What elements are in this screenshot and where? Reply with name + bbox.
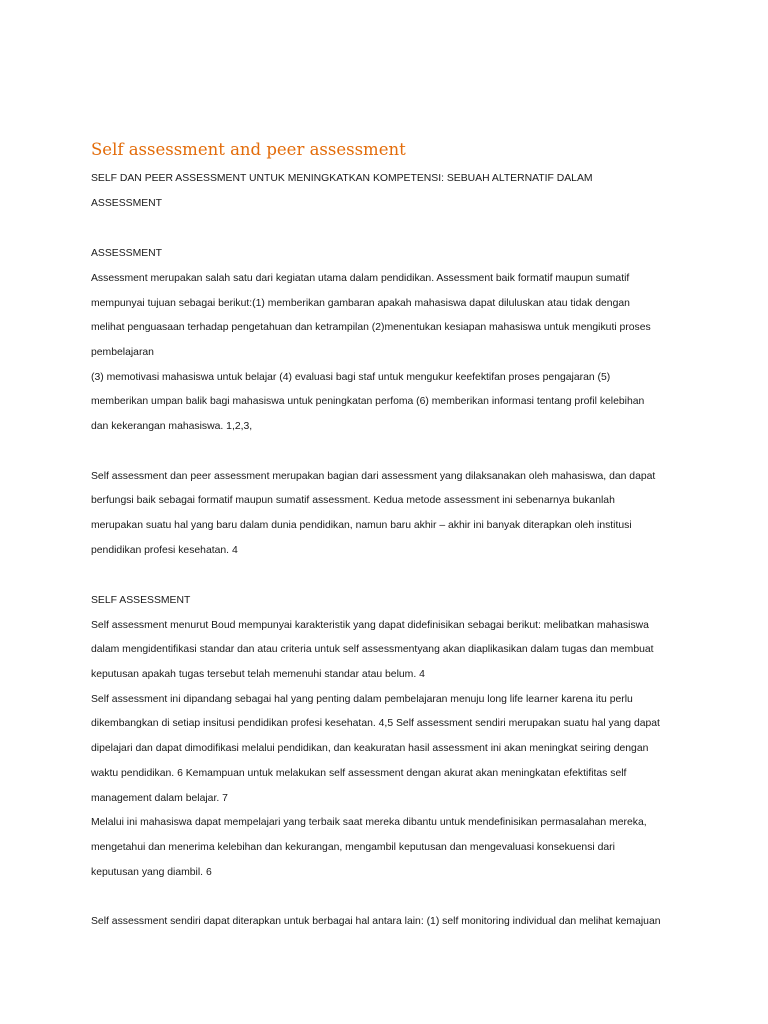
text-line: waktu pendidikan. 6 Kemampuan untuk melakukan self assessment dengan akurat akan meningkatan efektifitas self [91, 768, 627, 779]
text-line: berfungsi baik sebagai formatif maupun sumatif assessment. Kedua metode assessment ini sebenarnya bukanlah [91, 495, 615, 506]
text-line: dikembangkan di setiap insitusi pendidikan profesi kesehatan. 4,5 Self assessment sendiri merupakan suatu hal yang dapat [91, 718, 660, 729]
text-line: mempunyai tujuan sebagai berikut:(1) memberikan gambaran apakah mahasiswa dapat diluluskan atau tidak dengan [91, 298, 630, 309]
text-line: management dalam belajar. 7 [91, 793, 228, 804]
text-line: memberikan umpan balik bagi mahasiswa untuk peningkatan perfoma (6) memberikan informasi tentang profil kelebihan [91, 396, 645, 407]
text-line: Self assessment dan peer assessment merupakan bagian dari assessment yang dilaksanakan oleh mahasiswa, dan dapat [91, 471, 656, 482]
section-heading: ASSESSMENT [91, 248, 163, 259]
text-line: ASSESSMENT [91, 198, 163, 209]
text-line: Self assessment menurut Boud mempunyai karakteristik yang dapat didefinisikan sebagai berikut: melibatkan mahasiswa [91, 620, 649, 631]
text-line: keputusan apakah tugas tersebut telah memenuhi standar atau belum. 4 [91, 669, 425, 680]
text-line: Self assessment ini dipandang sebagai hal yang penting dalam pembelajaran menuju long life learner karena itu perlu [91, 694, 633, 705]
text-line: dipelajari dan dapat dimodifikasi melalui pendidikan, dan keakuratan hasil assessment ini akan meningkat seiring dengan [91, 743, 649, 754]
text-line: mengetahui dan menerima kelebihan dan kekurangan, mengambil keputusan dan mengevaluasi konsekuensi dari [91, 842, 615, 853]
text-line: dalam mengidentifikasi standar dan atau criteria untuk self assessmentyang akan diaplikasikan dalam tugas dan membuat [91, 644, 654, 655]
text-line: dan kekerangan mahasiswa. 1,2,3, [91, 421, 253, 432]
text-line: keputusan yang diambil. 6 [91, 867, 212, 878]
text-line: pembelajaran [91, 347, 154, 358]
section-heading: SELF ASSESSMENT [91, 595, 191, 606]
document-title: Self assessment and peer assessment [91, 140, 406, 159]
text-line: melihat penguasaan terhadap pengetahuan dan ketrampilan (2)menentukan kesiapan mahasiswa untuk mengikuti proses [91, 322, 651, 333]
text-line: SELF DAN PEER ASSESSMENT UNTUK MENINGKATKAN KOMPETENSI: SEBUAH ALTERNATIF DALAM [91, 173, 593, 184]
text-line: pendidikan profesi kesehatan. 4 [91, 545, 238, 556]
text-line: (3) memotivasi mahasiswa untuk belajar (4) evaluasi bagi staf untuk mengukur keefektifan proses pengajaran (5) [91, 372, 611, 383]
text-line: Self assessment sendiri dapat diterapkan untuk berbagai hal antara lain: (1) self monitoring individual dan melihat kemajuan [91, 916, 661, 927]
text-line: Assessment merupakan salah satu dari kegiatan utama dalam pendidikan. Assessment baik formatif maupun sumatif [91, 273, 630, 284]
text-line: merupakan suatu hal yang baru dalam dunia pendidikan, namun baru akhir – akhir ini banyak diterapkan oleh institusi [91, 520, 632, 531]
text-line: Melalui ini mahasiswa dapat mempelajari yang terbaik saat mereka dibantu untuk mendefinisikan permasalahan mereka, [91, 817, 647, 828]
